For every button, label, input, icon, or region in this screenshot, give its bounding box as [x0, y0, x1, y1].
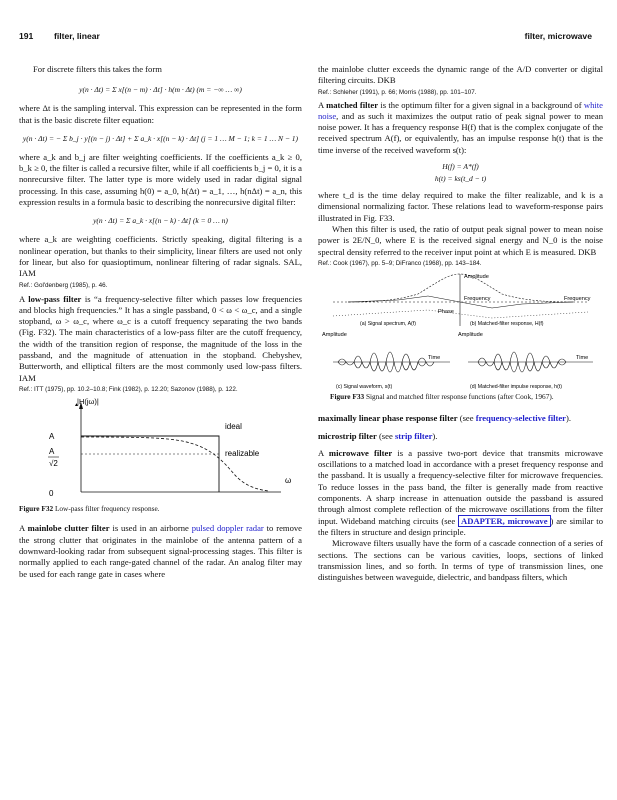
reference: Ref.: Cook (1967), pp. 5–9; DiFranco (1968), pp. 143–184.	[318, 259, 482, 267]
frequency-label-1: Frequency	[464, 295, 491, 302]
entry-term: low-pass filter	[28, 293, 82, 304]
figure-f33-caption: Figure F33 Signal and matched filter response functions (after Cook, 1967).	[330, 391, 554, 401]
link-strip-filter[interactable]: strip filter	[394, 430, 433, 441]
frequency-label-2: Frequency	[564, 295, 591, 302]
impulse-response-lower	[478, 362, 566, 372]
paragraph: the mainlobe clutter exceeds the dynamic range of the A/D converter or digital filtering circuits. DKB	[318, 64, 603, 86]
amplitude-label: Amplitude	[464, 273, 489, 280]
entry-low-pass-filter: A low-pass filter is “a frequency-selective filter which passes low frequencies and blocks high frequencies.” It has a single passband, 0 < ω < ω_c, and a single stopband, ω > ω_c, where ω_c is a cutoff frequency separating the two bands (Fig. F32). The main characteristics of a low-pass filter are the cutoff frequency, the width of the transition region of response, the magnitude of the loss in the passband, and the magnitude of attenuation in the stopband. Chebyshev, Butterworth, and elliptical filters are the most commonly used low-pass filters. IAM	[19, 293, 302, 383]
amplitude-label-d: Amplitude	[458, 331, 483, 338]
spectrum-curve	[348, 274, 573, 302]
reference: Ref.: ITT (1975), pp. 10.2–10.8; Fink (1982), p. 12.20; Sazonov (1988), p. 122.	[19, 385, 238, 393]
link-pulsed-doppler-radar[interactable]: pulsed doppler radar	[191, 523, 264, 534]
caption-a: (a) Signal spectrum, A(f)	[360, 320, 416, 327]
paragraph: When this filter is used, the ratio of output peak signal power to mean noise power is 2E/N_0, where E is the received signal energy and N_0 is the noise spectral density referred to the receiver input point at which E is measured. DKB	[318, 223, 603, 257]
link-white-noise[interactable]: white noise	[318, 99, 603, 121]
running-title-left: filter, linear	[54, 31, 100, 41]
realizable-response-curve	[81, 437, 269, 491]
label-a-over-sqrt2: A	[49, 446, 55, 456]
label-a: A	[49, 431, 55, 441]
entry-maximally-linear-phase: maximally linear phase response filter (see frequency-selective filter).	[318, 413, 572, 424]
entry-mainlobe-clutter-filter: A mainlobe clutter filter is used in an airborne pulsed doppler radar to remove the strong clutter that originates in the mainlobe of the antenna pattern of a downward-looking radar from subsequent signal-processing stages. This filter is normally applied to each range-gated channel of the radar. An analog filter may be used for each range gate in cases where	[19, 523, 302, 579]
ideal-response-line	[81, 436, 219, 492]
entry-term: mainlobe clutter filter	[27, 523, 110, 534]
entry-microwave-filter: A microwave filter is a passive two-port device that transmits microwave oscillations to a matched load in accordance with a preset frequency response and the passband. It is usually a frequency-selective filter for microwave frequencies. To reduce losses in the pass band, the filter is generally made from reactive components. A sharp increase in attenuation outside the passband is assured through almost complete reflection of the microwave oscillations from the filter input. Wideband matching circuits (see ADAPTER, microwave ) are similar to the filters in structure and design principle.	[318, 447, 603, 537]
amplitude-label-c: Amplitude	[322, 331, 347, 338]
ylabel-arrow-mark: ▲	[74, 401, 79, 408]
label-sqrt2: √2	[49, 458, 58, 468]
signal-waveform-lower	[338, 362, 426, 372]
reference: Ref.: Gol'denberg (1985), p. 46.	[19, 281, 108, 289]
label-ideal: ideal	[225, 421, 242, 431]
paragraph: Microwave filters usually have the form of a cascade connection of a series of sections. The sections can be various cavities, loops, sections of linked transmission lines, and so forth. In terms of type of transmission lines, one distinguishes between waveguide, dielectric, and bandpass filters, which	[318, 538, 603, 583]
entry-microstrip-filter: microstrip filter (see strip filter).	[318, 430, 438, 441]
paragraph: For discrete filters this takes the form	[33, 64, 162, 74]
equation: H(f) = A*(f)	[442, 162, 479, 172]
equation: y(n · Δt) = Σ a_k · x[(n − k) · Δt] (k = 0 … n)	[93, 216, 228, 226]
right-column	[318, 64, 603, 583]
ylabel: |H(jω)|	[77, 396, 99, 406]
time-label-2: Time	[576, 354, 589, 361]
link-frequency-selective-filter[interactable]: frequency-selective filter	[475, 413, 566, 424]
running-title-right: filter, microwave	[524, 31, 592, 41]
label-zero: 0	[49, 488, 54, 498]
time-label-1: Time	[428, 354, 441, 361]
entry-term: maximally linear phase response filter	[318, 413, 458, 424]
left-column	[19, 64, 302, 580]
page-number: 191	[19, 31, 34, 41]
equation: y(n · Δt) = − Σ b_j · y[(n − j) · Δt] + Σ a_k · x[(n − k) · Δt] (j = 1 … M − 1; k = 1 … N − 1)	[22, 133, 299, 143]
equation: y(n · Δt) = Σ x[(n − m) · Δt] · h(m · Δt) (m = −∞ … ∞)	[79, 85, 242, 95]
equation: h(t) = ks(t_d − t)	[434, 174, 487, 184]
label-omega: ω	[285, 475, 292, 485]
entry-term: microwave filter	[328, 447, 393, 458]
entry-term: microstrip filter	[318, 430, 377, 441]
phase-label: Phase	[438, 308, 454, 315]
figure-f33-matched-filter	[318, 270, 603, 392]
entry-matched-filter: A matched filter is the optimum filter for a given signal in a background of white noise, and as such it maximizes the output ratio of peak signal power to mean noise power. It has a frequency response H(f) that is the complex conjugate of the received spectrum A(f), or equivalently, has an impulse response h(t) that is the time inverse of the received waveform s(t):	[318, 99, 603, 155]
paragraph: where a_k and b_j are filter weighting coefficients. If the coefficients a_k ≥ 0, b_k ≥ 0, the filter is called a recursive filter, while if all coefficients b_j = 0, it is a nonrecursive filter. The latter type is more widely used in radar digital signal processing. In this case, assuming h(0) = a_0, h(Δt) = a_1, …, h(nΔt) = a_n, this expression results in a formula basic to describing the nonrecursive digital filter:	[19, 151, 302, 208]
phase-guide	[333, 310, 588, 318]
figure-f32-caption: Figure F32 Low-pass filter frequency response.	[19, 503, 160, 513]
reference: Ref.: Schleher (1991), p. 66; Morris (1988), pp. 101–107.	[318, 88, 477, 96]
link-adapter-microwave[interactable]: ADAPTER, microwave	[458, 515, 550, 527]
paragraph: where Δt is the sampling interval. This expression can be represented in the form that is the basic discrete filter equation:	[19, 103, 302, 125]
paragraph: where a_k are weighting coefficients. Strictly speaking, digital filtering is a nonlinear operation, but thanks to their simplicity, linear filters are used not only for linear, but also for quasioptimum, nonlinear filtering of radar signals. SAL, IAM	[19, 234, 302, 279]
caption-d: (d) Matched-filter impulse response, h(t)	[470, 383, 562, 390]
paragraph: where t_d is the time delay required to make the filter realizable, and k is a dimensional normalizing factor. These relations lead to waveform-response pairs illustrated in Fig. F33.	[318, 190, 603, 223]
entry-term: matched filter	[326, 99, 379, 110]
caption-b: (b) Matched-filter response, H(f)	[470, 320, 544, 327]
figure-f32-lowpass-response	[19, 396, 302, 504]
caption-c: (c) Signal waveform, s(t)	[336, 383, 393, 390]
label-realizable: realizable	[225, 448, 260, 458]
